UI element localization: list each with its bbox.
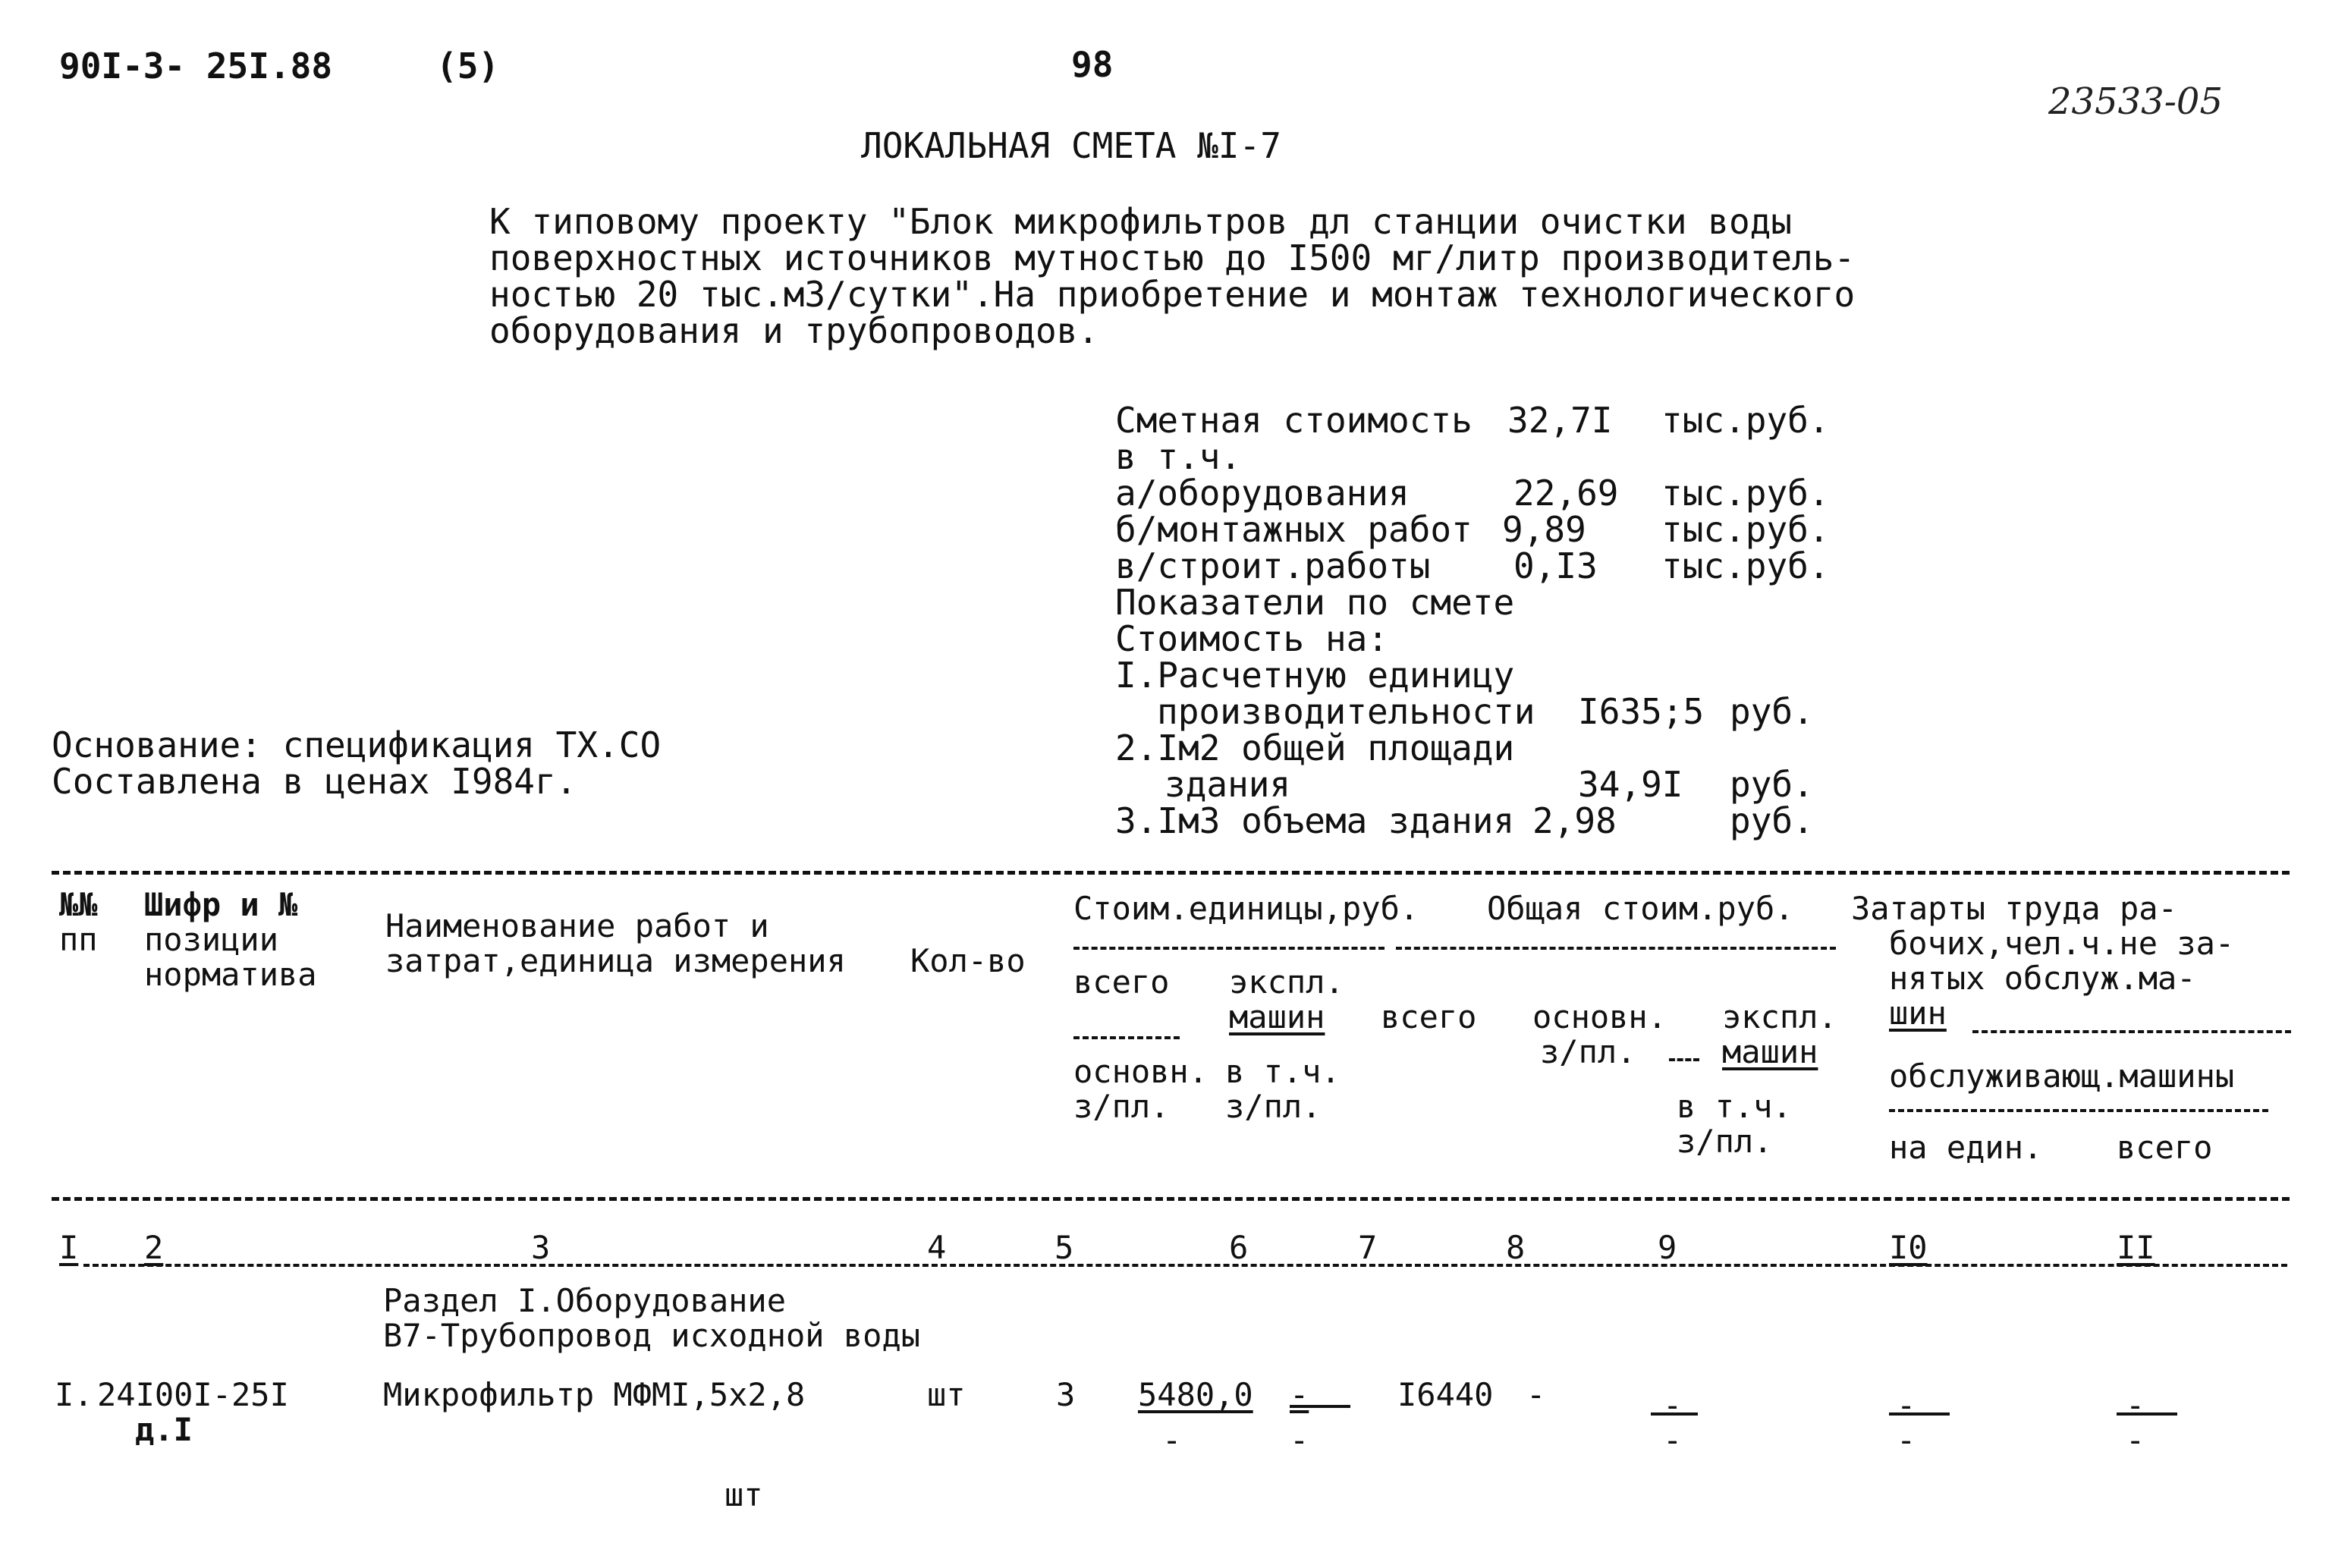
- indicator-2-unit: руб.: [1730, 764, 1814, 805]
- unit-mach-header: экспл.: [1229, 963, 1344, 1001]
- total-cost-value: 32,7I: [1507, 400, 1613, 441]
- total-cost-label: Сметная стоимость: [1115, 400, 1473, 441]
- row-total: I6440: [1397, 1376, 1494, 1413]
- column-number: I: [59, 1229, 79, 1266]
- total-mach-header-line2: машин: [1722, 1033, 1818, 1070]
- indicator-2-line2: здания: [1164, 764, 1291, 805]
- section-subtitle: В7-Трубопровод исходной воды: [383, 1317, 921, 1354]
- description-line: К типовому проекту "Блок микрофильтров дл станции очистки воды: [489, 201, 1793, 242]
- unit-total-rule: [1073, 1036, 1180, 1039]
- equipment-cost-unit: тыс.руб.: [1661, 473, 1830, 514]
- unit-incl-header-line2: з/пл.: [1225, 1088, 1322, 1125]
- total-mach-rule: [1669, 1058, 1699, 1061]
- mounting-cost-unit: тыс.руб.: [1661, 509, 1830, 550]
- col-code-header-line2: позиции: [144, 921, 279, 958]
- page-title: ЛОКАЛЬНАЯ СМЕТА №I-7: [861, 125, 1281, 166]
- construction-cost-value: 0,I3: [1513, 545, 1598, 586]
- labor-total-header: всего: [2117, 1129, 2213, 1166]
- row-unit-mach: -: [1290, 1376, 1309, 1413]
- construction-cost-unit: тыс.руб.: [1661, 545, 1830, 586]
- table-top-rule: [52, 871, 2290, 875]
- col-code-header: Шифр и №: [144, 886, 298, 923]
- handwritten-number: 23533-05: [2048, 80, 2223, 123]
- column-number: I0: [1889, 1229, 1928, 1266]
- total-all-header: всего: [1381, 998, 1477, 1035]
- column-number: 8: [1506, 1229, 1526, 1266]
- unit-cost-header: Стоим.единицы,руб.: [1073, 890, 1419, 927]
- row-code: 24I00I-25I: [97, 1376, 289, 1413]
- total-cost-unit: тыс.руб.: [1661, 400, 1830, 441]
- including-label: в т.ч.: [1115, 436, 1242, 477]
- row-unit-mach-wage: -: [1290, 1422, 1309, 1459]
- col-qty-header: Кол-во: [910, 942, 1026, 979]
- equipment-cost-label: а/оборудования: [1115, 473, 1410, 514]
- labor-per-unit-header: на един.: [1889, 1129, 2043, 1166]
- mounting-cost-value: 9,89: [1502, 509, 1586, 550]
- equipment-cost-value: 22,69: [1513, 473, 1619, 514]
- indicator-2-value: 34,9I: [1578, 764, 1683, 805]
- row-total-mach-rule: [1651, 1412, 1698, 1416]
- description-line: ностью 20 тыс.м3/сутки".На приобретение и монтаж технологического: [489, 274, 1856, 315]
- row-unit-total: 5480,0: [1138, 1376, 1253, 1413]
- indicator-2-line1: 2.Iм2 общей площади: [1115, 727, 1515, 768]
- indicator-3-line1: 3.Iм3 объема здания: [1115, 800, 1515, 841]
- row-total-wage: -: [1526, 1376, 1546, 1413]
- total-wage-header-line2: з/пл.: [1540, 1033, 1636, 1070]
- total-mach-header: экспл.: [1722, 998, 1837, 1035]
- indicators-title: Показатели по смете: [1115, 582, 1515, 623]
- row-labor-per-unit-rule: [1889, 1412, 1950, 1416]
- labor-header: Затарты труда ра-: [1851, 890, 2177, 927]
- row-labor-total-sub: -: [2126, 1422, 2145, 1459]
- col-number-header-line2: пп: [59, 921, 98, 958]
- row-code-line2: д.I: [135, 1411, 193, 1448]
- footer-unit: шт: [724, 1476, 763, 1513]
- row-name: Микрофильтр МФМI,5х2,8: [383, 1376, 806, 1413]
- indicator-1-value: I635;5: [1578, 691, 1705, 732]
- labor-header-line2: бочих,чел.ч.не за-: [1889, 925, 2235, 962]
- col-name-header-line2: затрат,единица измерения: [385, 942, 846, 979]
- row-total-mach: -: [1663, 1387, 1683, 1424]
- indicator-1-line1: I.Расчетную единицу: [1115, 655, 1515, 696]
- header-bottom-rule: [52, 1197, 2290, 1201]
- total-incl-header: в т.ч.: [1677, 1088, 1792, 1125]
- column-number: 9: [1658, 1229, 1677, 1266]
- total-cost-header: Общая стоим.руб.: [1487, 890, 1794, 927]
- column-number: II: [2117, 1229, 2155, 1266]
- total-incl-header-line2: з/пл.: [1677, 1123, 1773, 1160]
- column-number: 3: [531, 1229, 551, 1266]
- description-line: оборудования и трубопроводов.: [489, 310, 1099, 351]
- labor-service-rule: [1889, 1109, 2268, 1112]
- project-code: 90I-3- 25I.88: [59, 46, 333, 86]
- col-code-header-line3: норматива: [144, 956, 317, 993]
- row-labor-per-unit: -: [1897, 1387, 1916, 1424]
- labor-header-line3: нятых обслуж.ма-: [1889, 960, 2196, 997]
- column-number: 6: [1229, 1229, 1249, 1266]
- sheet-part: (5): [436, 46, 500, 86]
- section-title: Раздел I.Оборудование: [383, 1282, 787, 1319]
- cost-for-label: Стоимость на:: [1115, 618, 1389, 659]
- page-number: 98: [1071, 44, 1114, 85]
- construction-cost-label: в/строит.работы: [1115, 545, 1431, 586]
- row-labor-total: -: [2126, 1387, 2145, 1424]
- pricing-line: Составлена в ценах I984г.: [52, 761, 577, 802]
- labor-rule: [1972, 1030, 2291, 1033]
- unit-mach-header-line2: машин: [1229, 998, 1325, 1035]
- indicator-1-line2: производительности: [1157, 691, 1535, 732]
- unit-incl-header: в т.ч.: [1225, 1053, 1341, 1090]
- row-qty: 3: [1056, 1376, 1076, 1413]
- row-unit: шт: [927, 1376, 966, 1413]
- mounting-cost-label: б/монтажных работ: [1115, 509, 1473, 550]
- column-number: 2: [144, 1229, 164, 1266]
- unit-wage-header: основн.: [1073, 1053, 1209, 1090]
- unit-cost-rule: [1073, 947, 1385, 950]
- unit-total-header: всего: [1073, 963, 1170, 1001]
- total-cost-rule: [1396, 947, 1836, 950]
- description-line: поверхностных источников мутностью до I500 мг/литр производитель-: [489, 237, 1856, 278]
- labor-service-header: обслуживающ.машины: [1889, 1057, 2235, 1095]
- indicator-3-unit: руб.: [1730, 800, 1814, 841]
- row-unit-wage: -: [1162, 1422, 1182, 1459]
- labor-header-line4: шин: [1889, 995, 1947, 1032]
- column-number: 5: [1054, 1229, 1074, 1266]
- indicator-1-unit: руб.: [1730, 691, 1814, 732]
- indicator-3-value: 2,98: [1532, 800, 1617, 841]
- total-wage-header: основн.: [1532, 998, 1667, 1035]
- column-number: 7: [1358, 1229, 1378, 1266]
- row-labor-total-rule: [2117, 1412, 2177, 1416]
- row-total-mach-wage: -: [1663, 1422, 1683, 1459]
- col-number-header: №№: [59, 886, 98, 923]
- basis-line: Основание: спецификация ТХ.СО: [52, 724, 662, 765]
- col-name-header: Наименование работ и: [385, 907, 769, 944]
- column-number: 4: [927, 1229, 947, 1266]
- row-number: I.: [55, 1376, 93, 1413]
- row-labor-per-unit-sub: -: [1897, 1422, 1916, 1459]
- row-unit-mach-rule: [1290, 1405, 1350, 1408]
- unit-wage-header-line2: з/пл.: [1073, 1088, 1170, 1125]
- column-numbers-rule: [83, 1264, 2287, 1267]
